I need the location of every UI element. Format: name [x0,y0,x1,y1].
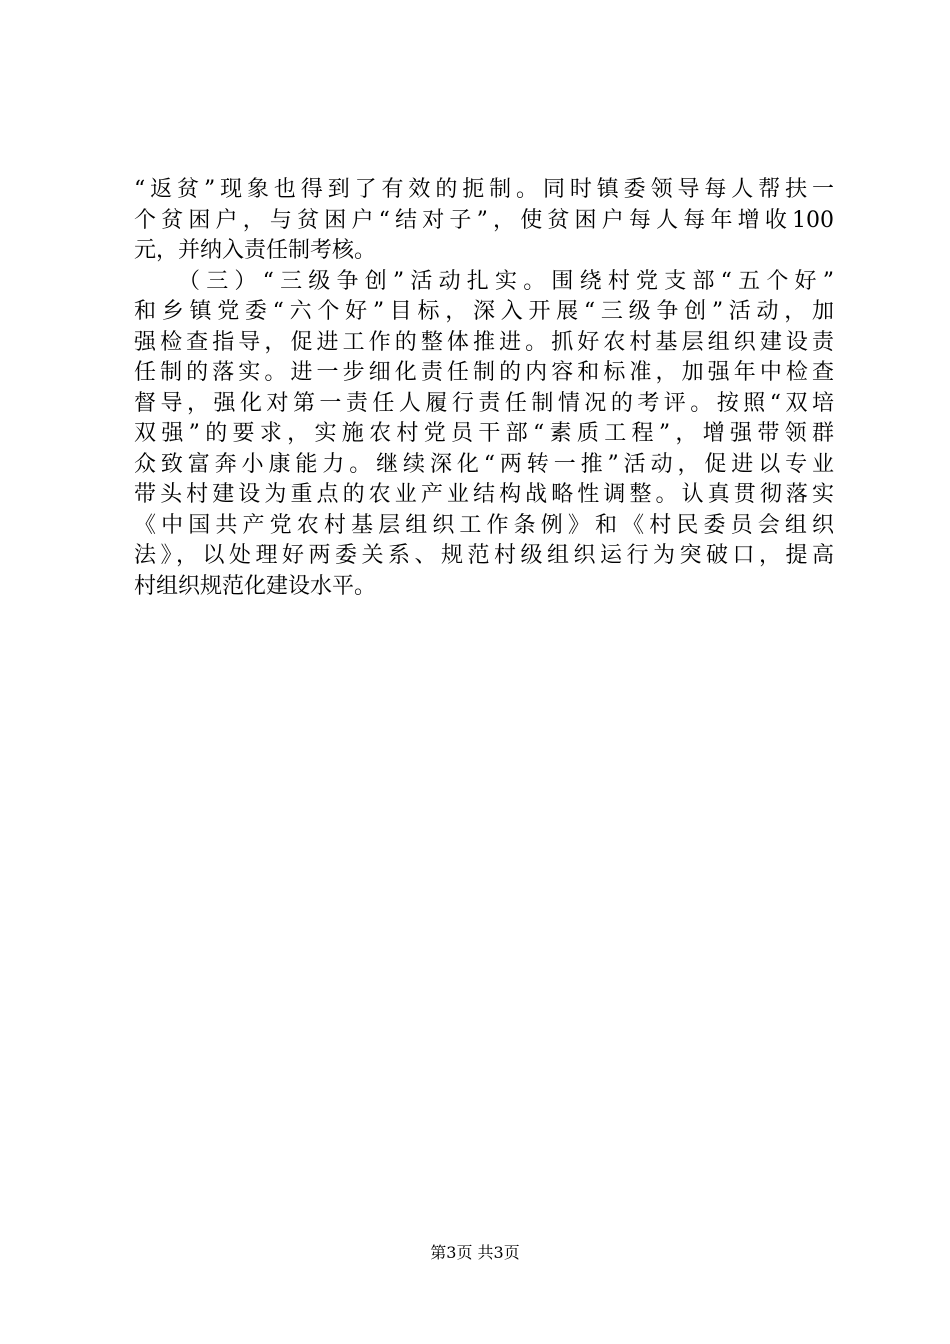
page-number-footer: 第3页 共3页 [430,1243,520,1262]
text-line: 众致富奔小康能力。继续深化“两转一推”活动，促进以专业 [134,451,834,477]
text-line: 强检查指导，促进工作的整体推进。抓好农村基层组织建设责 [134,329,834,355]
text-line: 带头村建设为重点的农业产业结构战略性调整。认真贯彻落实 [134,482,834,507]
text-line: 个贫困户，与贫困户“结对子”，使贫困户每人每年增收100 [134,207,834,233]
text-line: 和乡镇党委“六个好”目标，深入开展“三级争创”活动，加 [134,299,834,324]
text-line: 法》，以处理好两委关系、规范村级组织运行为突破口，提高 [134,543,834,568]
text-line: 《中国共产党农村基层组织工作条例》和《村民委员会组织 [134,512,834,538]
text-line: 双强”的要求，实施农村党员干部“素质工程”，增强带领群 [134,421,834,446]
text-line: 督导，强化对第一责任人履行责任制情况的考评。按照“双培 [134,390,834,416]
body-text [134,175,834,602]
text-line: 任制的落实。进一步细化责任制的内容和标准，加强年中检查 [134,360,834,385]
text-line: “返贫”现象也得到了有效的扼制。同时镇委领导每人帮扶一 [134,177,834,202]
text-line: 元，并纳入责任制考核。 [134,238,377,263]
text-line: 村组织规范化建设水平。 [134,573,377,599]
paragraph-heading-line: （三）“三级争创”活动扎实。围绕村党支部“五个好” [178,268,834,294]
